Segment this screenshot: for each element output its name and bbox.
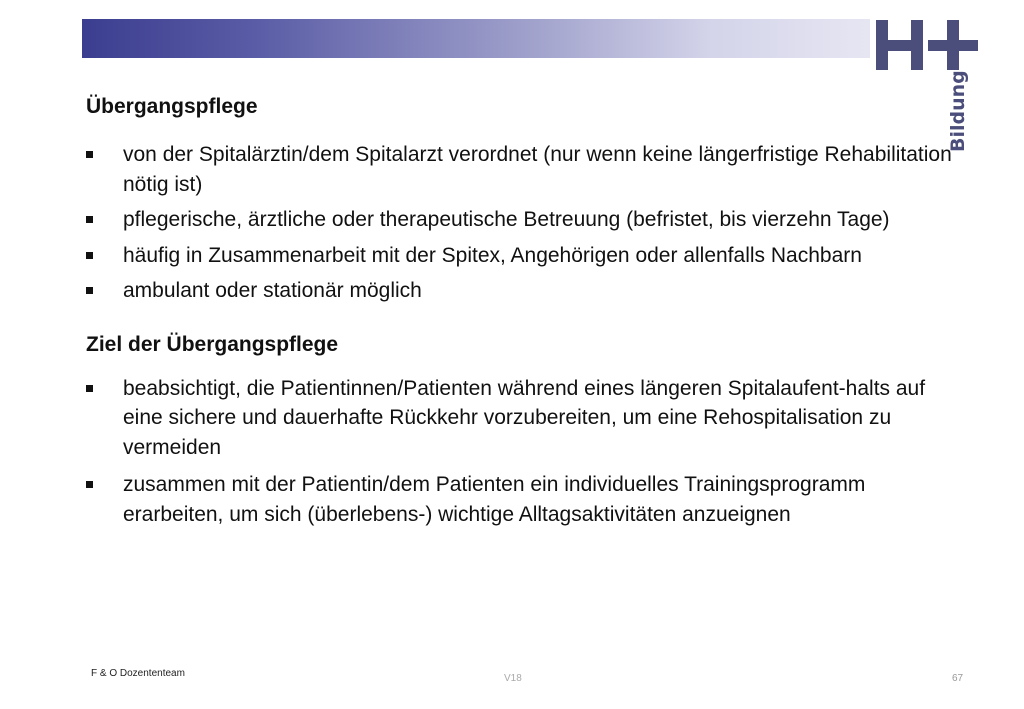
list-item-text: häufig in Zusammenarbeit mit der Spitex, Angehörigen oder allenfalls Nachbarn — [123, 243, 862, 267]
list-item-text: ambulant oder stationär möglich — [123, 279, 422, 302]
footer-author: F & O Dozententeam — [91, 668, 185, 679]
list-item-text: beabsichtigt, die Patientinnen/Patienten während eines längeren Spitalaufent-halts auf eine sichere und dauerhafte Rückkehr vorzubereiten, um eine Rehospitalisation zu vermeiden — [123, 376, 926, 459]
square-bullet-icon — [86, 481, 93, 488]
section2-bullet-list — [86, 374, 966, 530]
list-item — [86, 205, 966, 235]
list-item-text: von der Spitalärztin/dem Spitalarzt verordnet (nur wenn keine längerfristige Rehabilitation nötig ist) — [123, 143, 952, 196]
slide-content — [86, 92, 966, 537]
list-item — [86, 276, 966, 306]
square-bullet-icon — [86, 252, 93, 259]
section-title-ziel: Ziel der Übergangspflege — [86, 332, 339, 356]
square-bullet-icon — [86, 385, 93, 392]
header-banner — [82, 19, 870, 58]
section-title-uebergangspflege: Übergangspflege — [86, 95, 258, 118]
square-bullet-icon — [86, 216, 93, 223]
list-item — [86, 241, 966, 271]
list-item — [86, 140, 966, 199]
list-item — [86, 470, 966, 529]
section1-bullet-list — [86, 140, 966, 306]
list-item-text: zusammen mit der Patientin/dem Patienten ein individuelles Trainingsprogramm erarbeiten, um sich (überlebens-) wichtige Alltagsaktivitäten anzueignen — [123, 473, 866, 526]
logo-subtext: Bildung — [947, 70, 969, 152]
square-bullet-icon — [86, 287, 93, 294]
list-item — [86, 374, 966, 463]
page-number: 67 — [952, 673, 964, 684]
footer-version: V18 — [504, 673, 522, 684]
list-item-text: pflegerische, ärztliche oder therapeutische Betreuung (befristet, bis vierzehn Tage) — [123, 208, 890, 231]
square-bullet-icon — [86, 151, 93, 158]
